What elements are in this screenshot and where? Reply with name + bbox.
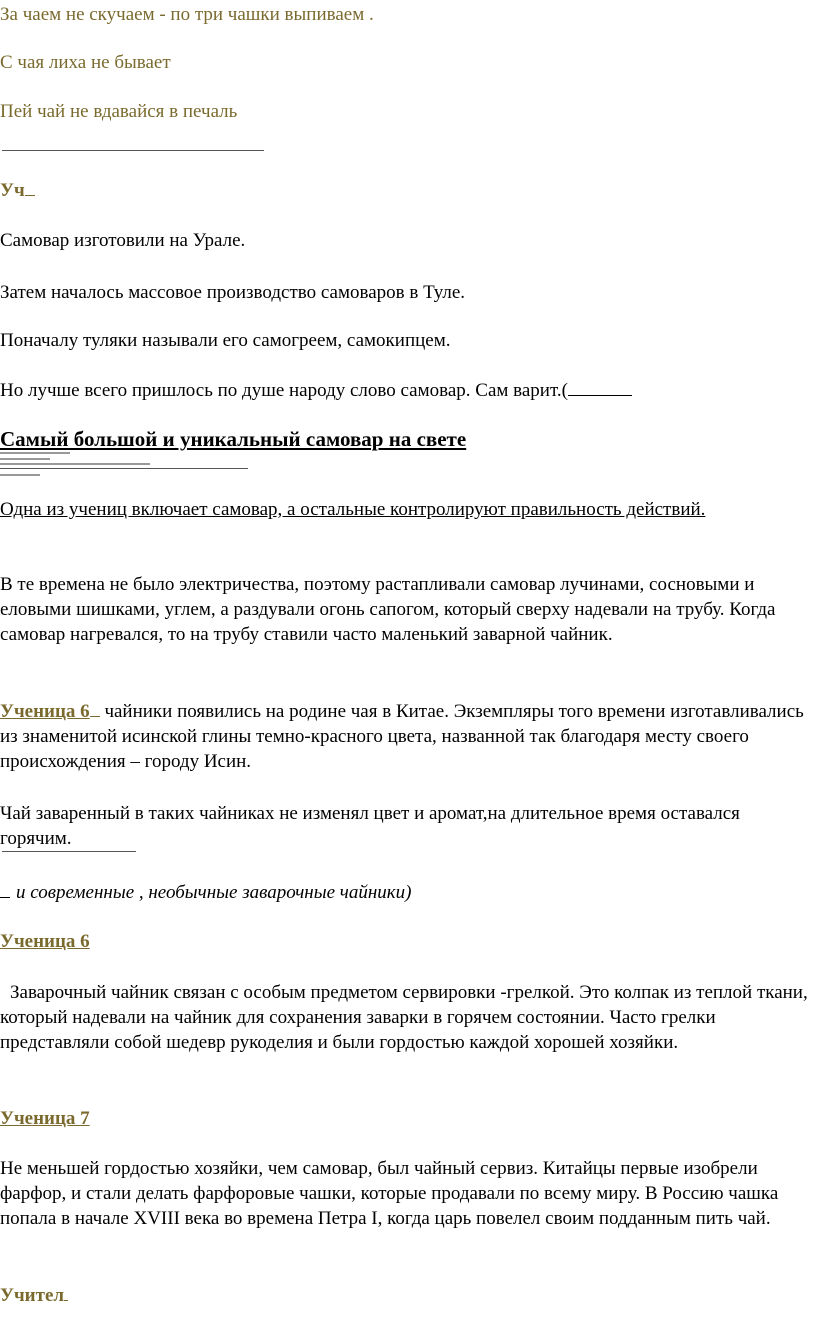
paragraph-service: Не меньшей гордостью хозяйки, чем самовар, был чайный сервиз. Китайцы первые изобрели фарфор, и стали делать фарфоровые чашки, которые продавали по всему миру. В Россию чашка попала в начале XVIII века во времена Петра I, когда царь повелел своим подданным пить чай. (0, 1158, 779, 1229)
modern-note (0, 882, 411, 904)
tiny-line-3 (0, 463, 150, 465)
fact-3: Поначалу туляки называли его самогреем, самокипцем. (0, 330, 451, 351)
proverb-3: Пей чай не вдавайся в печаль (0, 101, 238, 122)
heading-samovar: Самый большой и уникальный самовар на свете (0, 427, 467, 451)
teacher-label-text: Учител (0, 1285, 65, 1306)
tiny-line-4 (0, 474, 40, 476)
paragraph-aroma: Чай заваренный в таких чайниках не изменял цвет и аромат,на длительное время оставался горячим. (0, 803, 740, 849)
paragraph-fuel: В те времена не было электричества, поэтому растапливали самовар лучинами, сосновыми и еловыми шишками, углем, а раздували огонь сапогом, который сверху надевали на трубу. Когда самовар нагревался, то на трубу ставили часто маленький заварной чайник. (0, 574, 776, 645)
fact-4-text: Но лучше всего пришлось по душе народу слово самовар. Сам варит.( (0, 380, 568, 401)
student6-label: Ученица 6 (0, 701, 90, 722)
student7-label: Ученица 7 (0, 1108, 90, 1129)
proverb-1: За чаем не скучаем - по три чашки выпиваем . (0, 4, 374, 25)
paragraph-china-text: чайники появились на родине чая в Китае. Экземпляры того времени изготавливались из знаменитой исинской глины темно-красного цвета, названной так благодаря месту своего происхождения – городу Исин. (0, 701, 804, 772)
teacher-underline (64, 1286, 68, 1301)
separator-line (2, 150, 264, 151)
separator-line-2 (0, 468, 248, 469)
separator-line-3 (2, 851, 136, 852)
teacher-label-short (0, 180, 35, 202)
fact-4 (0, 380, 632, 402)
proverb-2: С чая лиха не бывает (0, 52, 171, 73)
instruction-text: Одна из учениц включает самовар, а остальные контролируют правильность действий. (0, 499, 706, 520)
modern-note-underline (0, 885, 10, 898)
paragraph-china (0, 699, 812, 774)
paragraph-warmer: Заварочный чайник связан с особым предметом сервировки -грелкой. Это колпак из теплой ткани, который надевали на чайник для сохранения заварки в горячем состоянии. Часто грелки представляли собой шедевр рукоделия и были гордостью каждой хорошей хозяйки. (0, 982, 808, 1053)
modern-note-text: и современные , необычные заварочные чайники) (16, 882, 412, 903)
tiny-line-1 (0, 452, 70, 454)
teacher-label (0, 1285, 68, 1307)
tiny-line-2 (0, 458, 50, 460)
underline-mark (25, 181, 35, 196)
teacher-label-short-text: Уч (0, 180, 25, 201)
student6-label-2: Ученица 6 (0, 931, 90, 952)
student6-underline (90, 702, 100, 717)
fact-4-underline (568, 381, 632, 396)
fact-2: Затем началось массовое производство самоваров в Туле. (0, 282, 466, 303)
fact-1: Самовар изготовили на Урале. (0, 230, 246, 251)
